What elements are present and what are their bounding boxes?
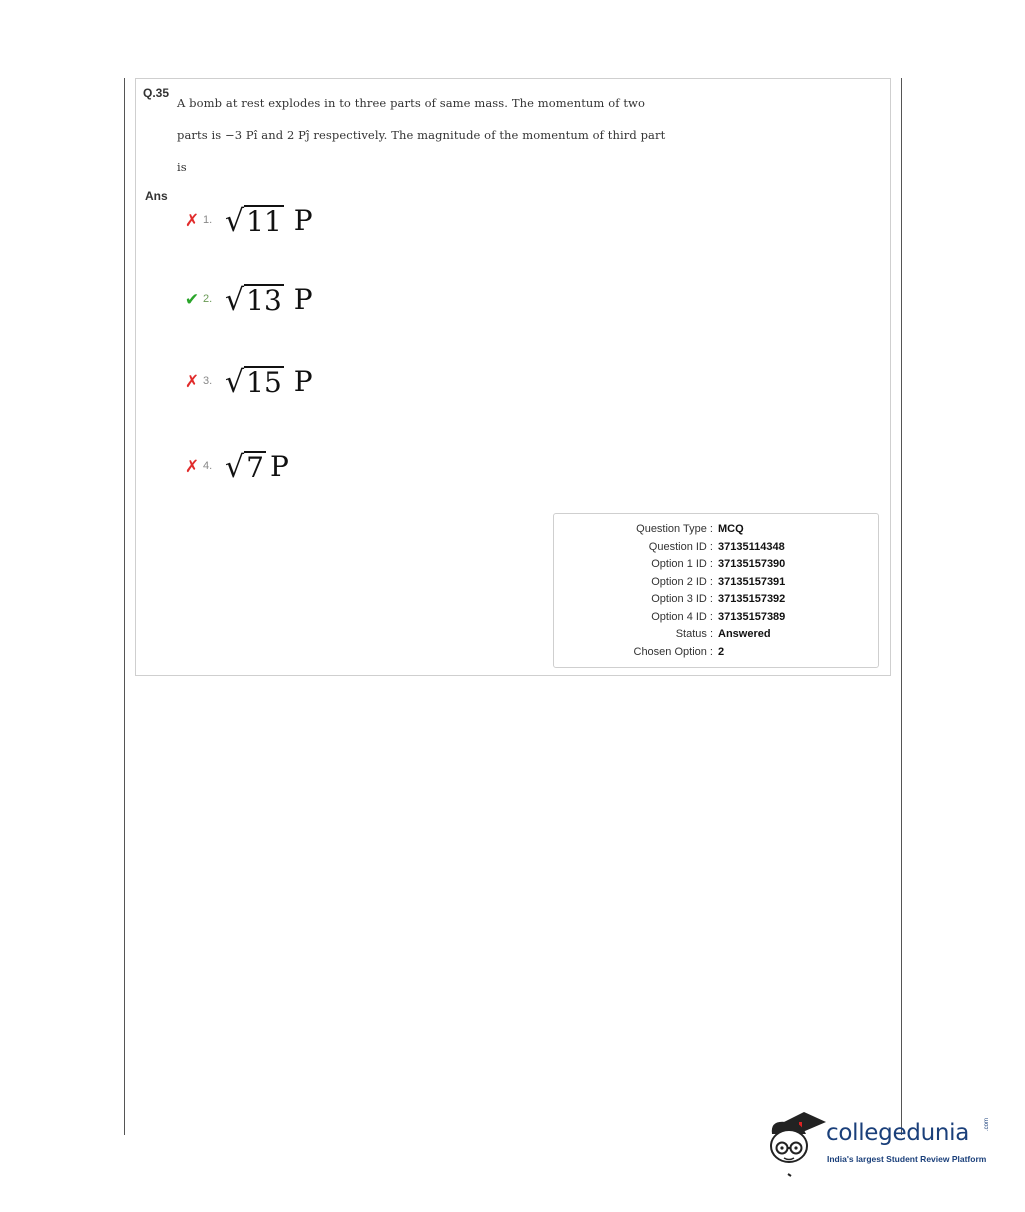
mascot-icon (766, 1104, 828, 1184)
question-number: Q.35 (143, 86, 170, 100)
square-root-icon: √ (225, 282, 245, 318)
meta-row-option-3-id (554, 591, 878, 608)
option-unit: P (293, 282, 313, 316)
wrong-mark-icon: ✗ (184, 456, 200, 476)
meta-key: Option 4 ID : (651, 610, 713, 623)
meta-value: 37135157389 (718, 610, 786, 623)
option-expression (225, 204, 313, 237)
meta-key: Status : (675, 628, 713, 640)
meta-value: 2 (718, 645, 725, 658)
meta-row-status (554, 626, 878, 643)
option-number: 3. (203, 375, 213, 387)
square-root-icon: √ (225, 203, 245, 239)
meta-row-question-type (554, 521, 878, 538)
option-radicand: 11 (246, 205, 282, 239)
page-left-rule (124, 78, 125, 1135)
question-metadata-box (553, 513, 879, 668)
brand-tagline: India's largest Student Review Platform (827, 1154, 987, 1164)
meta-key: Question ID : (648, 540, 713, 553)
option-number: 1. (203, 214, 213, 226)
meta-row-option-2-id (554, 574, 878, 591)
option-expression (225, 450, 289, 483)
option-unit: P (269, 449, 289, 483)
meta-key: Option 3 ID : (651, 593, 713, 605)
meta-value: 37135114348 (718, 540, 785, 553)
option-radicand: 13 (246, 284, 282, 318)
option-expression (225, 283, 313, 316)
option-number: 2. (203, 293, 213, 305)
square-root-icon: √ (225, 449, 245, 485)
meta-value: 37135157391 (718, 575, 786, 588)
option-radicand: 7 (246, 451, 264, 485)
meta-key: Option 1 ID : (651, 558, 713, 570)
meta-row-question-id (554, 539, 878, 556)
option-4 (184, 446, 289, 486)
option-number: 4. (203, 460, 213, 472)
meta-row-option-1-id (554, 556, 878, 573)
meta-value: Answered (718, 628, 771, 640)
meta-value: MCQ (718, 523, 744, 535)
option-unit: P (293, 364, 313, 398)
page-right-rule (901, 78, 902, 1135)
wrong-mark-icon: ✗ (184, 371, 200, 391)
option-radicand: 15 (246, 366, 282, 400)
meta-key: Chosen Option : (633, 645, 713, 658)
option-3 (184, 361, 313, 401)
option-unit: P (293, 203, 313, 237)
meta-row-option-4-id (554, 609, 878, 626)
question-text-line-3: is (177, 160, 187, 174)
option-2 (184, 279, 313, 319)
brand-name: collegedunia (826, 1120, 970, 1146)
brand-suffix: .com (984, 1117, 990, 1131)
question-text-line-1: A bomb at rest explodes in to three parts of same mass. The momentum of two (177, 96, 646, 110)
correct-check-icon: ✔ (184, 289, 200, 309)
wrong-mark-icon: ✗ (184, 210, 200, 230)
option-expression (225, 365, 313, 398)
meta-key: Option 2 ID : (651, 575, 713, 588)
meta-value: 37135157390 (718, 558, 786, 570)
meta-key: Question Type : (636, 523, 713, 535)
meta-value: 37135157392 (718, 593, 786, 605)
question-text-line-2: parts is −3 Pî and 2 Pĵ respectively. The magnitude of the momentum of third part (177, 128, 666, 142)
meta-row-chosen-option (554, 644, 878, 661)
option-1 (184, 200, 313, 240)
square-root-icon: √ (225, 364, 245, 400)
answer-label: Ans (145, 189, 168, 203)
